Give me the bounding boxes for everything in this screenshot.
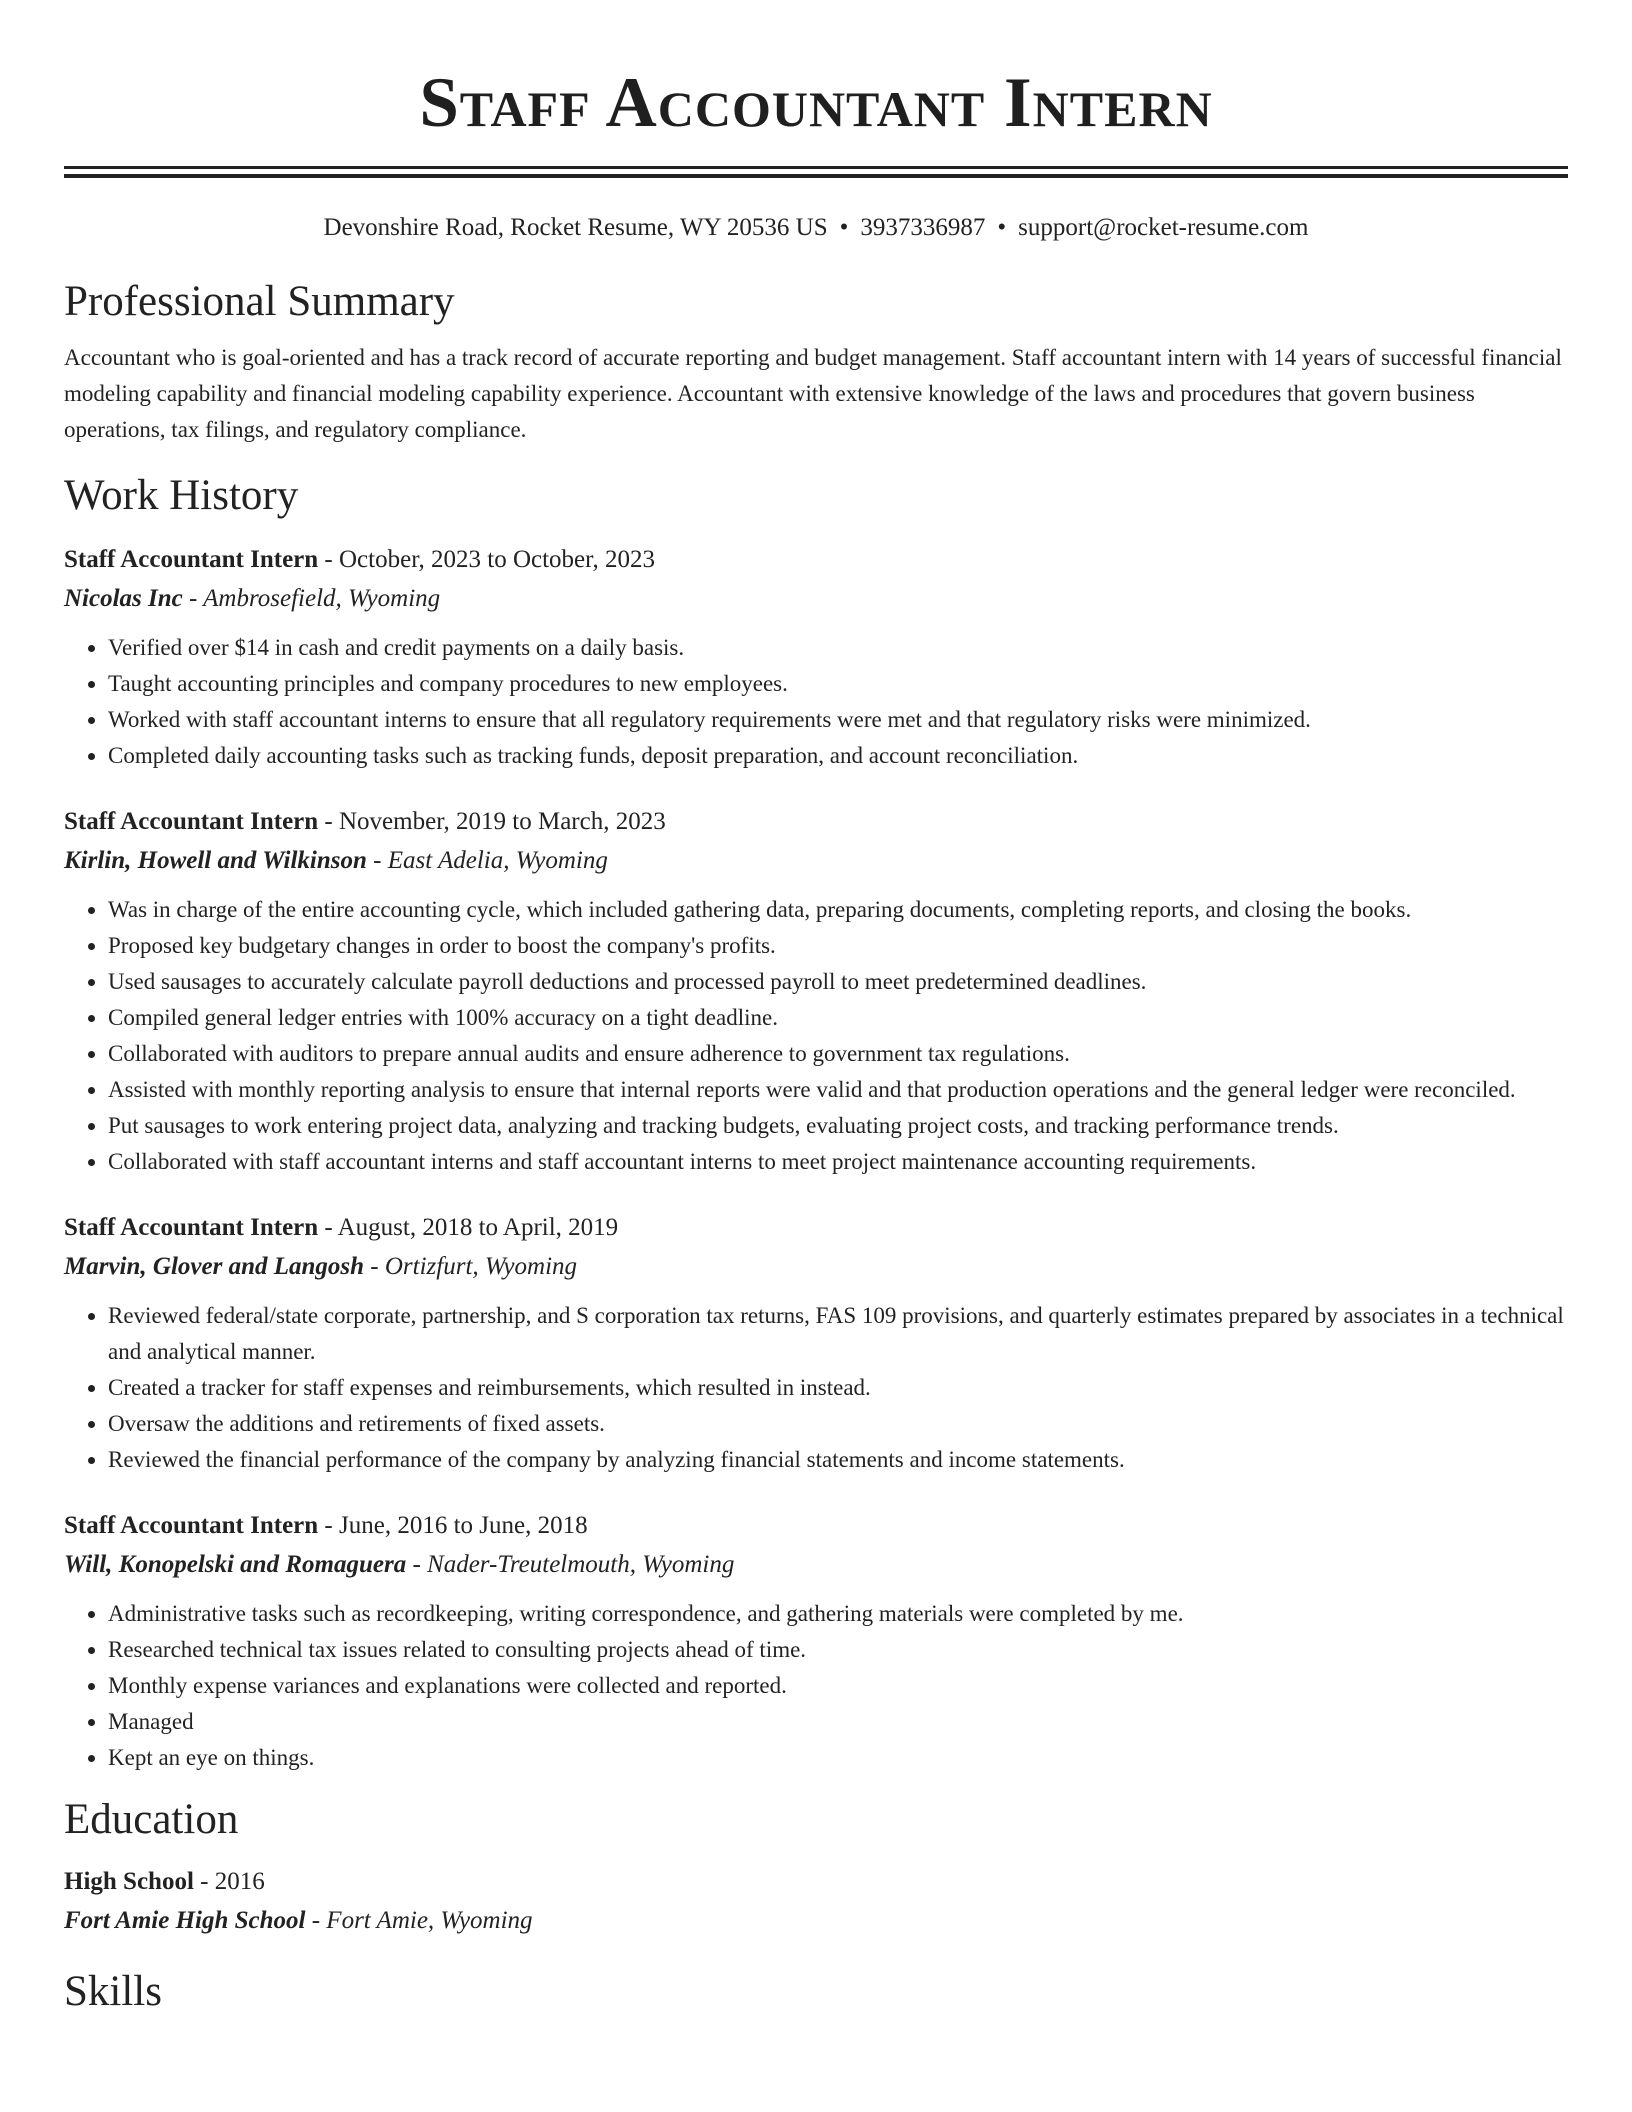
job-entry [64,1208,1568,1478]
job-location: - Nader-Treutelmouth, Wyoming [406,1551,735,1578]
job-company: Kirlin, Howell and Wilkinson [64,847,367,874]
education-heading [64,1862,1568,1901]
education-degree: High School [64,1868,194,1895]
job-company: Marvin, Glover and Langosh [64,1253,365,1280]
job-employer [64,1247,1568,1286]
job-company: Nicolas Inc [64,585,183,612]
job-heading [64,540,1568,579]
section-title-skills: Skills [64,1968,162,2015]
education-location: - Fort Amie, Wyoming [305,1907,533,1934]
job-bullets [64,630,1568,774]
job-bullet: • Used sausages to accurately calculate payroll deductions and processed payroll to meet predetermined deadlines. [108,964,1568,1000]
job-bullet: • Reviewed the financial performance of the company by analyzing financial statements and income statements. [108,1442,1568,1478]
job-bullet: • Worked with staff accountant interns to ensure that all regulatory requirements were met and that regulatory risks were minimized. [108,702,1568,738]
job-role: Staff Accountant Intern [64,546,319,573]
job-bullet: • Administrative tasks such as recordkeeping, writing correspondence, and gathering materials were completed by me. [108,1596,1568,1632]
job-bullet: • Compiled general ledger entries with 100% accuracy on a tight deadline. [108,1000,1568,1036]
contact-separator: • [997,214,1007,241]
job-bullets [64,892,1568,1180]
education-entry [64,1862,1568,1940]
job-role: Staff Accountant Intern [64,1512,319,1539]
job-bullet: • Kept an eye on things. [108,1740,1568,1776]
job-entry [64,802,1568,1180]
job-dates: - October, 2023 to October, 2023 [318,546,655,573]
job-dates: - November, 2019 to March, 2023 [318,808,666,835]
job-bullet: • Managed [108,1704,1568,1740]
job-bullet: • Verified over $14 in cash and credit payments on a daily basis. [108,630,1568,666]
education-school-line [64,1901,1568,1940]
section-title-education: Education [64,1796,239,1843]
job-employer [64,841,1568,880]
job-entry [64,540,1568,774]
job-bullet: • Collaborated with auditors to prepare annual audits and ensure adherence to government tax regulations. [108,1036,1568,1072]
job-bullets [64,1298,1568,1478]
job-heading [64,1506,1568,1545]
job-bullet: • Created a tracker for staff expenses and reimbursements, which resulted in instead. [108,1370,1568,1406]
job-bullet: • Collaborated with staff accountant interns and staff accountant interns to meet project maintenance accounting requirements. [108,1144,1568,1180]
contact-separator: • [839,214,849,241]
job-heading [64,802,1568,841]
education-school: Fort Amie High School [64,1907,306,1934]
job-bullet: • Researched technical tax issues related to consulting projects ahead of time. [108,1632,1568,1668]
job-bullet: • Proposed key budgetary changes in order to boost the company's profits. [108,928,1568,964]
job-bullet: • Monthly expense variances and explanations were collected and reported. [108,1668,1568,1704]
job-bullet: • Oversaw the additions and retirements of fixed assets. [108,1406,1568,1442]
summary-text: Accountant who is goal-oriented and has a track record of accurate reporting and budget management. Staff accountant intern with 14 years of successful financial modeling capability and financial modeling capability experience. Accountant with extensive knowledge of the laws and procedures that govern business operations, tax filings, and regulatory compliance. [64,345,1562,442]
job-employer [64,1545,1568,1584]
job-bullet: • Reviewed federal/state corporate, partnership, and S corporation tax returns, FAS 109 provisions, and quarterly estimates prepared by associates in a technical and analytical manner. [108,1298,1568,1370]
job-bullet: • Was in charge of the entire accounting cycle, which included gathering data, preparing documents, completing reports, and closing the books. [108,892,1568,928]
job-role: Staff Accountant Intern [64,1214,319,1241]
job-role: Staff Accountant Intern [64,808,319,835]
job-entry [64,1506,1568,1776]
job-dates: - June, 2016 to June, 2018 [318,1512,588,1539]
contact-line [64,212,1568,244]
job-bullet: • Completed daily accounting tasks such as tracking funds, deposit preparation, and account reconciliation. [108,738,1568,774]
job-location: - Ortizfurt, Wyoming [364,1253,578,1280]
resume-name: Staff Accountant Intern [419,64,1213,142]
contact-email: support@rocket-resume.com [1018,214,1309,241]
job-location: - East Adelia, Wyoming [366,847,608,874]
job-bullets [64,1596,1568,1776]
contact-phone: 3937336987 [860,214,986,241]
job-heading [64,1208,1568,1247]
contact-address: Devonshire Road, Rocket Resume, WY 20536 US [323,214,828,241]
job-employer [64,579,1568,618]
job-bullet: • Assisted with monthly reporting analysis to ensure that internal reports were valid and that production operations and the general ledger were reconciled. [108,1072,1568,1108]
job-bullet: • Taught accounting principles and company procedures to new employees. [108,666,1568,702]
section-title-work-history: Work History [64,472,299,519]
job-location: - Ambrosefield, Wyoming [182,585,441,612]
section-title-summary: Professional Summary [64,278,455,325]
job-bullet: • Put sausages to work entering project data, analyzing and tracking budgets, evaluating project costs, and tracking performance trends. [108,1108,1568,1144]
education-year: - 2016 [193,1868,265,1895]
job-dates: - August, 2018 to April, 2019 [318,1214,619,1241]
job-company: Will, Konopelski and Romaguera [64,1551,407,1578]
header-divider [64,166,1568,178]
